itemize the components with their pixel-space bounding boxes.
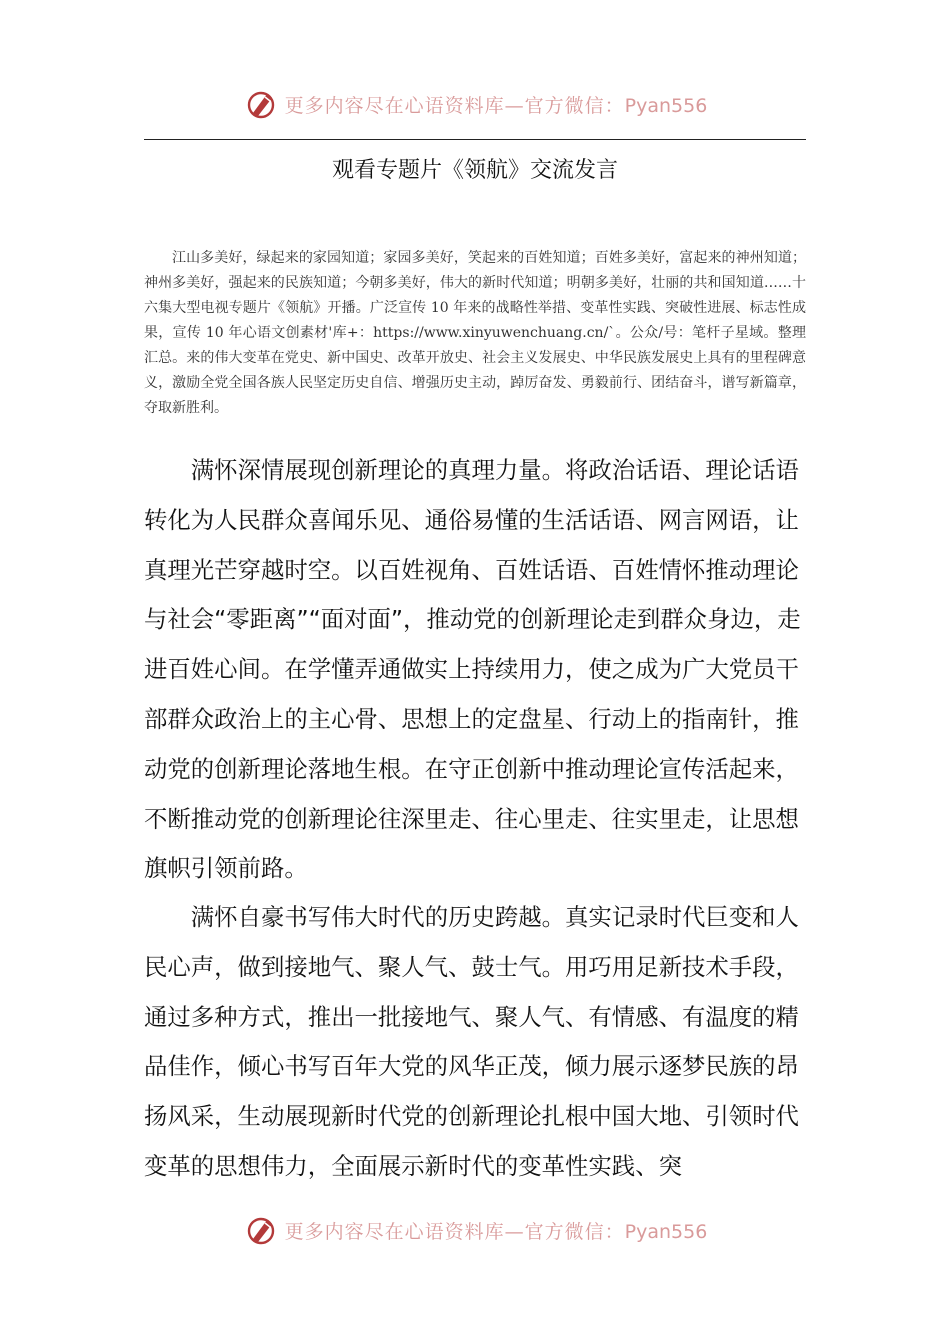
header-banner-handle: Pyan556 <box>624 94 708 117</box>
header-banner <box>0 84 950 124</box>
document-title: 观看专题片《领航》交流发言 <box>331 158 618 183</box>
footer-banner-text: 更多内容尽在心语资料库—官方微信： <box>284 1220 625 1243</box>
footer-banner-handle: Pyan556 <box>624 1220 708 1243</box>
header-divider <box>144 139 806 140</box>
footer-banner <box>0 1210 950 1250</box>
body-paragraph-1: 满怀深情展现创新理论的真理力量。将政治话语、理论话语转化为人民群众喜闻乐见、通俗易懂的生活话语、网言网语，让真理光芒穿越时空。以百姓视角、百姓话语、百姓情怀推动理论与社会“零距离”“面对面”，推动党的创新理论走到群众身边，走进百姓心间。在学懂弄通做实上持续用力，使之成为广大党员干部群众政治上的主心骨、思想上的定盘星、行动上的指南针，推动党的创新理论落地生根。在守正创新中推动理论宣传活起来，不断推动党的创新理论往深里走、往心里走、往实里走，让思想旗帜引领前路。 <box>144 456 801 883</box>
pen-nib-circle-logo-icon <box>243 86 279 122</box>
pen-nib-circle-logo-icon <box>243 1212 279 1248</box>
header-banner-text: 更多内容尽在心语资料库—官方微信： <box>284 94 625 117</box>
body-paragraph-2: 满怀自豪书写伟大时代的历史跨越。真实记录时代巨变和人民心声，做到接地气、聚人气、鼓士气。用巧用足新技术手段，通过多种方式，推出一批接地气、聚人气、有情感、有温度的精品佳作，倾心书写百年大党的风华正茂，倾力展示逐梦民族的昂扬风采，生动展现新时代党的创新理论扎根中国大地、引领时代变革的思想伟力，全面展示新时代的变革性实践、突 <box>144 903 799 1180</box>
intro-paragraph: 江山多美好，绿起来的家园知道；家园多美好，笑起来的百姓知道；百姓多美好，富起来的神州知道；神州多美好，强起来的民族知道；今朝多美好，伟大的新时代知道；明朝多美好，壮丽的共和国知道……十六集大型电视专题片《领航》开播。广泛宣传 10 年来的战略性举措、变革性实践、突破性进展、标志性成果，宣传 10 年心语文创素材'库+：https://www.xinyuwenchuang.cn/`。公众/号：笔杆子星域。整理汇总。来的伟大变革在党史、新中国史、改革开放史、社会主义发展史、中华民族发展史上具有的里程碑意义，激励全党全国各族人民坚定历史自信、增强历史主动，踔厉奋发、勇毅前行、团结奋斗，谱写新篇章，夺取新胜利。 <box>144 250 806 416</box>
